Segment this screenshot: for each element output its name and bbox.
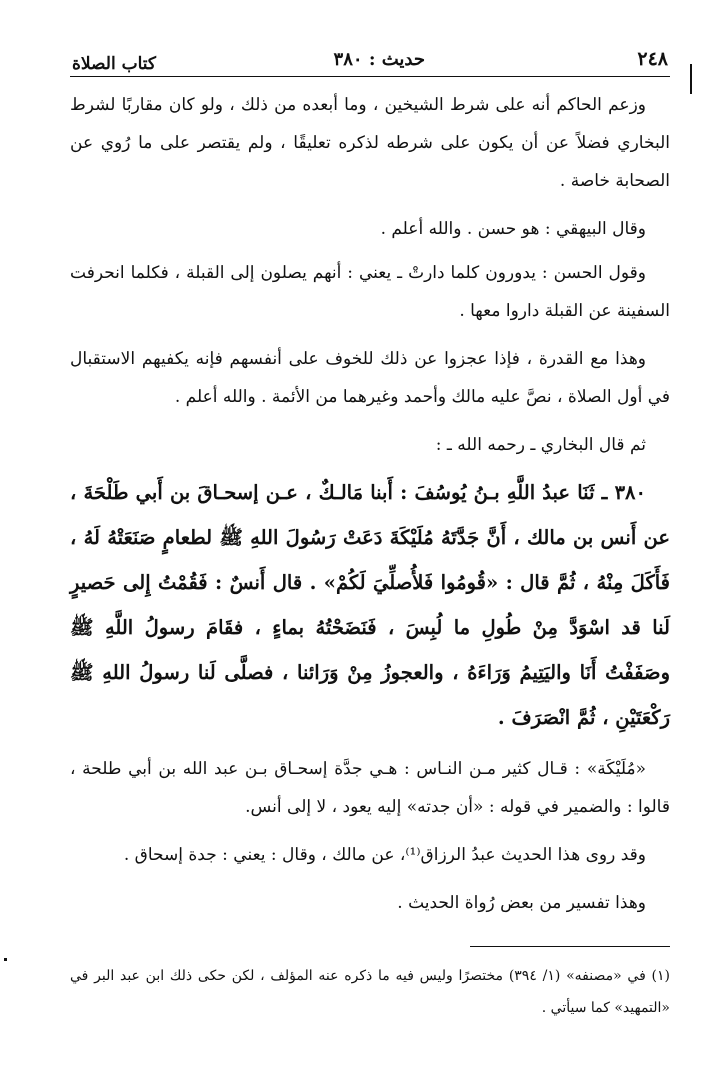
hadith-number-label: حديث : ٣٨٠ (333, 49, 425, 70)
margin-dot (4, 958, 7, 961)
paragraph-qudra: وهذا مع القدرة ، فإذا عجزوا عن ذلك للخوف على أنفسهم فإنه يكفيهم الاستقبال في أول الصلاة ، نصَّ عليه مالك وأحمد وغيرهما من الأئمة . والله أعلم . (70, 349, 670, 407)
footnote (70, 960, 670, 1024)
paragraph-bayhaqi: وقال البيهقي : هو حسن . والله أعلم . (380, 219, 646, 239)
paragraph-hasan: وقول الحسن : يدورون كلما دارتْ ـ يعني : أنهم يصلون إلى القبلة ، فكلما انحرفت السفينة عن القبلة داروا معها . (70, 263, 670, 321)
paragraph-bukhari-intro: ثم قال البخاري ـ رحمه الله ـ : (435, 435, 646, 455)
footnote-text: (١) في «مصنفه» (١/ ٣٩٤) مختصرًا وليس فيه ما ذكره عنه المؤلف ، لكن حكى ذلك ابن عبد البر في «التمهيد» كما سيأتي . (70, 968, 671, 1016)
book-title: كتاب الصلاة (72, 54, 157, 74)
book-page (70, 40, 670, 1050)
commentary-mulaykah: «مُلَيْكَة» : قـال كثير مـن النـاس : هـي جدَّة إسحـاق بـن عبد الله بن أبي طلحة ، قالوا : والضمير في قوله : «أن جدته» إليه يعود ، لا إلى أنس. (70, 759, 670, 817)
running-header (70, 40, 670, 77)
paragraph-hakim: وزعم الحاكم أنه على شرط الشيخين ، وما أبعده من ذلك ، ولو كان مقاربًا لشرط البخاري فضلاً عن أن يكون على شرطه لذكره تعليقًا ، ولم يقتصر على ما رُوي عن الصحابة خاصة . (70, 95, 670, 191)
margin-rule (690, 64, 692, 94)
main-text (70, 86, 670, 932)
commentary-abdurrazzaq: وقد روى هذا الحديث عبدُ الرزاق⁽¹⁾، عن مالك ، وقال : يعني : جدة إسحاق . (123, 845, 646, 865)
footnote-divider (470, 946, 670, 947)
page-number: ٢٤٨ (637, 48, 668, 70)
hadith-text: ٣٨٠ ـ ثَنَا عبدُ اللَّهِ بـنُ يُوسُفَ : أَبنا مَالـكٌ ، عـن إسحـاقَ بن أَبي طَلْحَةَ ، عن أَنس بن مالك ، أَنَّ جَدَّتَهُ مُلَيْكَةَ دَعَتْ رَسُولَ اللهِ ﷺ لطعامٍ صَنَعَتْهُ لَهُ ، فَأَكَلَ مِنْهُ ، ثُمَّ قال : «قُومُوا فَلأُصلِّيَ لَكُمْ» . قال أَنسٌ : فَقُمْتُ إِلى حَصيرٍ لَنا قد اسْوَدَّ مِنْ طُولِ ما لُبِسَ ، فَنَضَحْتُهُ بماءٍ ، فقَامَ رسولُ اللَّهِ ﷺ وصَفَفْتُ أَنَا واليَتِيمُ وَرَاءَهُ ، والعجوزُ مِنْ وَرَائنا ، فصلَّى لَنا رسولُ اللهِ ﷺ رَكْعَتَيْنِ ، ثُمَّ انْصَرَفَ . (70, 481, 670, 729)
commentary-tafsir: وهذا تفسير من بعض رُواة الحديث . (397, 893, 646, 913)
